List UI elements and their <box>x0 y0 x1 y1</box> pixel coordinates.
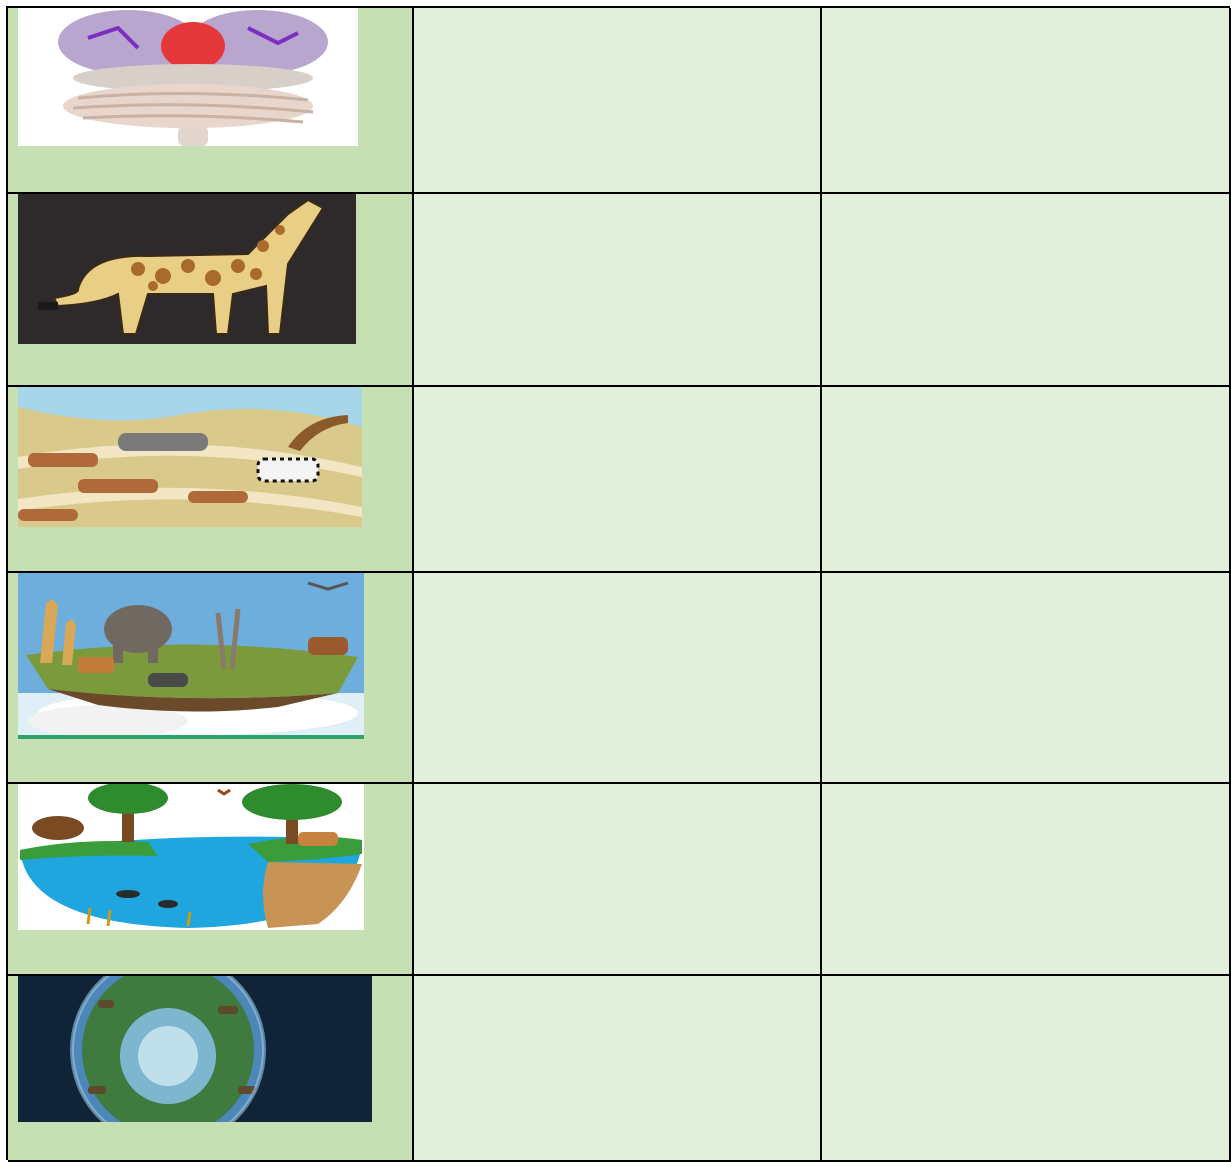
answer-cell[interactable] <box>414 573 822 784</box>
image-cell <box>8 976 414 1162</box>
earth-biosphere-image <box>18 976 372 1122</box>
worksheet-table <box>6 6 1230 1160</box>
answer-cell[interactable] <box>414 8 822 194</box>
answer-cell[interactable] <box>822 976 1231 1162</box>
answer-cell[interactable] <box>414 784 822 976</box>
human-organs-image <box>18 8 358 146</box>
image-cell <box>8 387 414 573</box>
image-cell <box>8 194 414 387</box>
pond-ecosystem-image <box>18 784 364 930</box>
answer-cell[interactable] <box>822 194 1231 387</box>
giraffe-image <box>18 194 356 344</box>
answer-cell[interactable] <box>414 387 822 573</box>
image-cell <box>8 784 414 976</box>
answer-cell[interactable] <box>822 784 1231 976</box>
floating-island-image <box>18 573 364 739</box>
answer-cell[interactable] <box>822 573 1231 784</box>
answer-cell[interactable] <box>822 8 1231 194</box>
image-cell <box>8 8 414 194</box>
image-cell <box>8 573 414 784</box>
answer-cell[interactable] <box>414 194 822 387</box>
answer-cell[interactable] <box>414 976 822 1162</box>
savanna-herd-image <box>18 387 362 527</box>
answer-cell[interactable] <box>822 387 1231 573</box>
